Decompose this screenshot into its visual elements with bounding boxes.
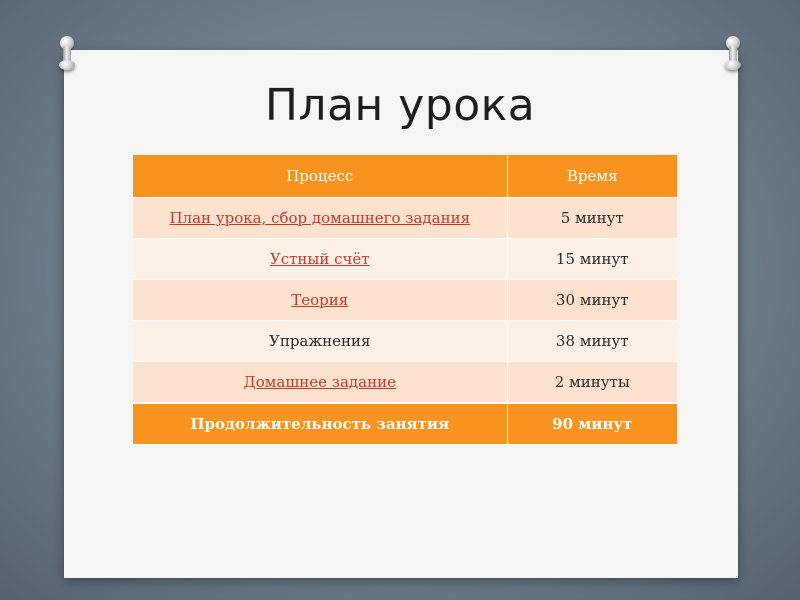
- process-link[interactable]: Устный счёт: [269, 250, 370, 268]
- time-cell: 2 минуты: [507, 362, 677, 404]
- process-cell: Упражнения: [133, 321, 507, 362]
- pushpin-icon: [722, 36, 744, 76]
- total-value: 90 минут: [507, 403, 677, 445]
- process-cell: [133, 362, 507, 404]
- process-cell: [133, 239, 507, 280]
- time-cell: 30 минут: [507, 280, 677, 321]
- column-header-time: Время: [507, 155, 677, 198]
- process-link[interactable]: Теория: [291, 291, 349, 309]
- table-row: [133, 198, 677, 239]
- time-cell: 15 минут: [507, 239, 677, 280]
- process-cell: [133, 280, 507, 321]
- pushpin-icon: [56, 36, 78, 76]
- total-row: [133, 403, 677, 445]
- time-cell: 38 минут: [507, 321, 677, 362]
- table-row: [133, 321, 677, 362]
- column-header-process: Процесс: [133, 155, 507, 198]
- time-cell: 5 минут: [507, 198, 677, 239]
- lesson-plan-table: [133, 155, 677, 445]
- process-link[interactable]: План урока, сбор домашнего задания: [169, 209, 471, 227]
- table-header-row: [133, 155, 677, 198]
- process-link[interactable]: Домашнее задание: [243, 373, 396, 391]
- table-row: [133, 280, 677, 321]
- table-row: [133, 362, 677, 404]
- total-label: Продолжительность занятия: [133, 403, 507, 445]
- process-cell: [133, 198, 507, 239]
- table-row: [133, 239, 677, 280]
- slide-title: План урока: [264, 80, 536, 131]
